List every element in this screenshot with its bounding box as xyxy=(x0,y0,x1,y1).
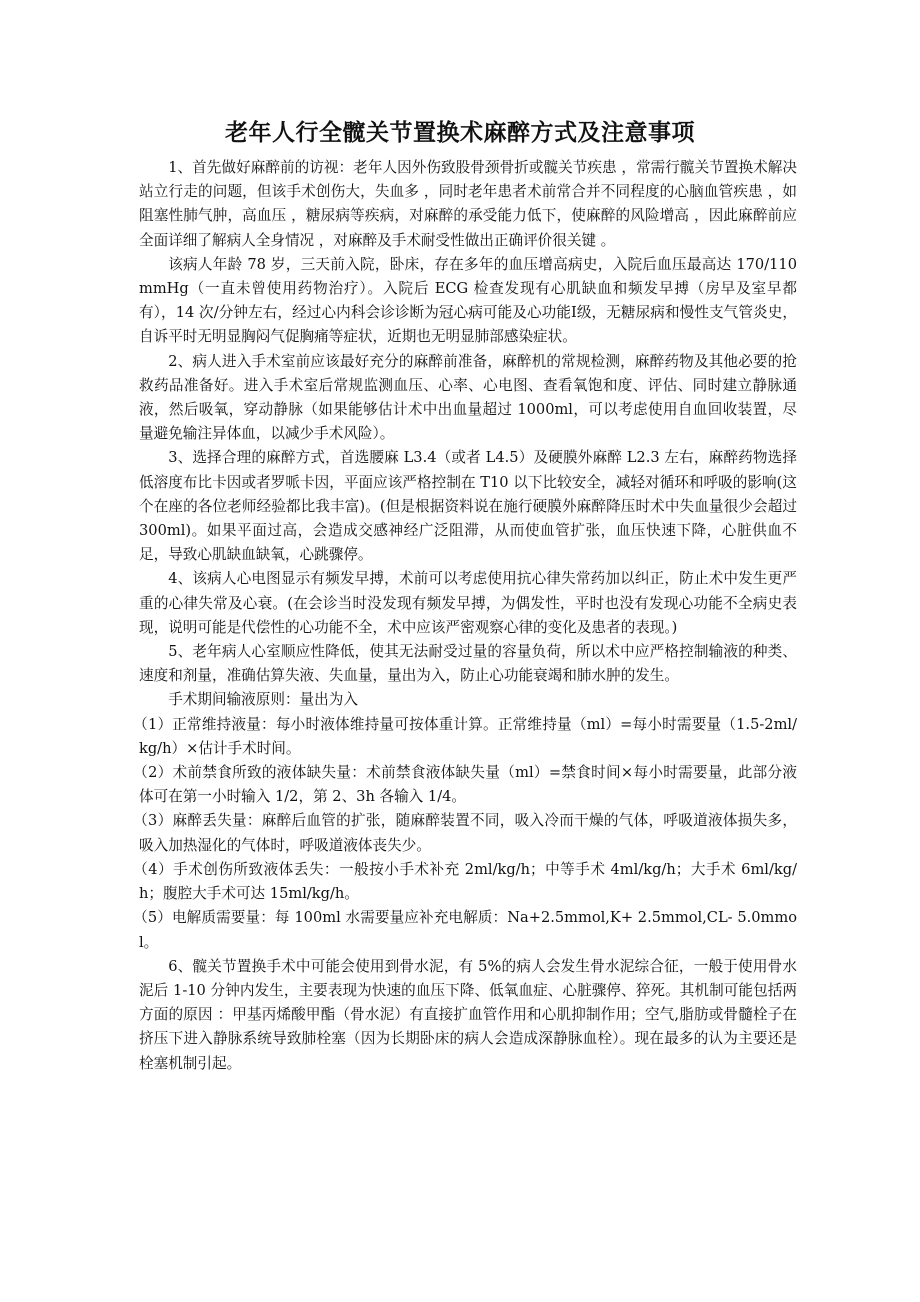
list-item-maintenance: （1）正常维持液量：每小时液体维持量可按体重计算。正常维持量（ml）=每小时需要量（1.5-2ml/kg/h）×估计手术时间。 xyxy=(133,715,797,757)
paragraph-preparation: 2、病人进入手术室前应该最好充分的麻醉前准备，麻醉机的常规检测，麻醉药物及其他必要的抢救药品准备好。进入手术室后常规监测血压、心率、心电图、查看氧饱和度、评估、同时建立静脉通液，然后吸氧，穿动静脉（如果能够估计术中出血量超过 1000ml，可以考虑使用自血回收装置，尽量避免输注异体血，以减少手术风险）。 xyxy=(139,352,797,443)
paragraph-anesthesia-method: 3、选择合理的麻醉方式，首选腰麻 L3.4（或者 L4.5）及硬膜外麻醉 L2.3 左右，麻醉药物选择低溶度布比卡因或者罗哌卡因，平面应该严格控制在 T10 以下比较安全，减轻对循环和呼吸的影响(这个在座的各位老师经验都比我丰富)。(但是根据资料说在施行硬膜外麻醉降压时术中失血量很少会超过 300ml)。如果平面过高，会造成交感神经广泛阻滞，从而使血管扩张，血压快速下降，心脏供血不足，导致心肌缺血缺氧，心跳骤停。 xyxy=(139,449,797,564)
list-item-surgical-loss: （4）手术创伤所致液体丢失：一般按小手术补充 2ml/kg/h；中等手术 4ml/kg/h；大手术 6ml/kg/h；腹腔大手术可达 15ml/kg/h。 xyxy=(133,860,797,903)
document-title: 老年人行全髋关节置换术麻醉方式及注意事项 xyxy=(225,120,695,146)
list-item-fasting-deficit: （2）术前禁食所致的液体缺失量：术前禁食液体缺失量（ml）=禁食时间×每小时需要量，此部分液体可在第一小时输入 1/2，第 2、3h 各输入 1/4。 xyxy=(133,764,797,806)
paragraph-preop-visit: 1、首先做好麻醉前的访视：老年人因外伤致股骨颈骨折或髋关节疾患 ，常需行髋关节置换术解决站立行走的问题，但该手术创伤大，失血多 ，同时老年患者术前常合并不同程度的心脑血管疾患 ，如阻塞性肺气肿，高血压 ，糖尿病等疾病，对麻醉的承受能力低下，使麻醉的风险增高 ，因此麻醉前应全面详细了解病人全身情况 ，对麻醉及手术耐受性做出正确评价很关键 。 xyxy=(139,159,797,249)
list-item-anesthesia-loss: （3）麻醉丢失量：麻醉后血管的扩张，随麻醉装置不同，吸入冷而干燥的气体，呼吸道液体损失多，吸入加热湿化的气体时，呼吸道液体丧失少。 xyxy=(133,812,797,854)
paragraph-fluid-control: 5、老年病人心室顺应性降低，使其无法耐受过量的容量负荷，所以术中应严格控制输液的种类、速度和剂量，准确估算失液、失血量，量出为入，防止心功能衰竭和肺水肿的发生。 xyxy=(139,643,797,685)
paragraph-arrhythmia: 4、该病人心电图显示有频发早搏，术前可以考虑使用抗心律失常药加以纠正，防止术中发生更严重的心律失常及心衰。(在会诊当时没发现有频发早搏，为偶发性，平时也没有发现心功能不全病史表现，说明可能是代偿性的心功能不全，术中应该严密观察心律的变化及患者的表现。) xyxy=(139,570,797,636)
paragraph-bone-cement: 6、髋关节置换手术中可能会使用到骨水泥，有 5%的病人会发生骨水泥综合征，一般于使用骨水泥后 1-10 分钟内发生，主要表现为快速的血压下降、低氧血症、心脏骤停、猝死。其机制可能包括两方面的原因 ：甲基丙烯酸甲酯（骨水泥）有直接扩血管作用和心肌抑制作用；空气,脂肪或骨髓栓子在挤压下进入静脉系统导致肺栓塞（因为长期卧床的病人会造成深静脉血栓）。现在最多的认为主要还是栓塞机制引起。 xyxy=(139,957,797,1072)
document-body xyxy=(133,156,797,1076)
paragraph-patient-history: 该病人年龄 78 岁，三天前入院，卧床，存在多年的血压增高病史，入院后血压最高达 170/110mmHg（一直未曾使用药物治疗）。入院后 ECG 检查发现有心肌缺血和频发早搏（房早及室早都有），14 次/分钟左右，经过心内科会诊诊断为冠心病可能及心功能Ⅰ级，无糖尿病和慢性支气管炎史，自诉平时无明显胸闷气促胸痛等症状，近期也无明显肺部感染症状。 xyxy=(139,255,797,346)
list-item-electrolytes: （5）电解质需要量：每 100ml 水需要量应补充电解质：Na+2.5mmol,K+ 2.5mmol,CL- 5.0mmol。 xyxy=(133,909,797,951)
paragraph-fluid-principle: 手术期间输液原则：量出为入 xyxy=(168,691,358,709)
